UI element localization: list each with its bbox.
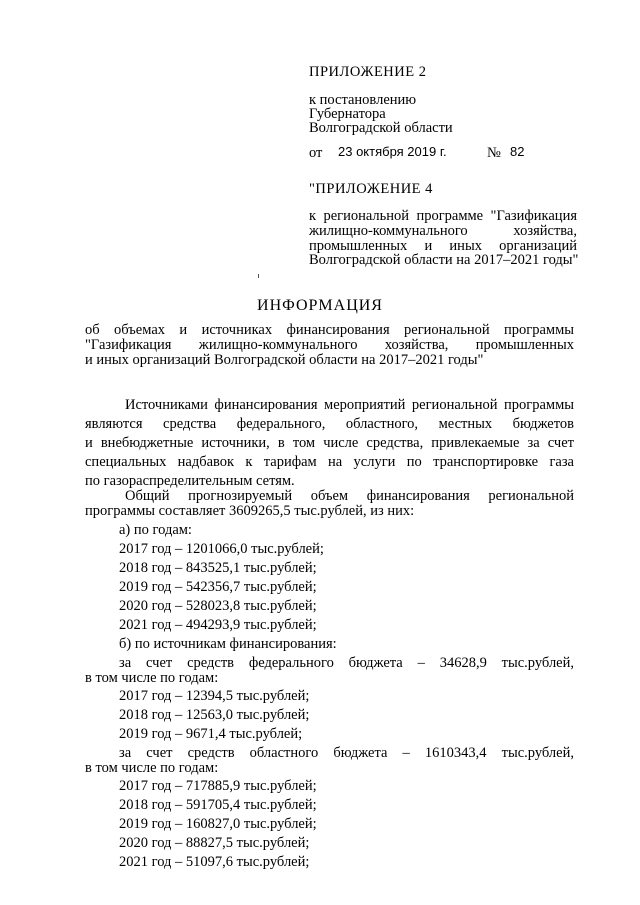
paragraph-2-line-1: Общий прогнозируемый объем финансирования региональной (125, 488, 574, 504)
year-total-item: 2021 год – 494293,9 тыс.рублей; (119, 617, 317, 633)
year-regional-item: 2020 год – 88827,5 тыс.рублей; (119, 835, 310, 851)
paragraph-1-line-2: являются средства федерального, областного, местных бюджетов (85, 416, 574, 432)
federal-by-years-label: в том числе по годам: (85, 670, 219, 686)
year-regional-item: 2019 год – 160827,0 тыс.рублей; (119, 816, 317, 832)
date-prefix: от (309, 145, 323, 161)
paragraph-1-line-5: по газораспределительным сетям. (85, 473, 295, 489)
regional-budget-line: за счет средств областного бюджета – 1610343,4 тыс.рублей, (119, 745, 574, 761)
year-federal-item: 2017 год – 12394,5 тыс.рублей; (119, 688, 310, 704)
document-title: ИНФОРМАЦИЯ (257, 297, 383, 314)
date-value: 23 октября 2019 г. (338, 144, 447, 159)
scan-mark (258, 274, 259, 278)
program-line-3: промышленных и иных организаций (309, 238, 577, 254)
number-value: 82 (510, 144, 525, 159)
by-sources-label: б) по источникам финансирования: (119, 636, 337, 652)
appendix-2-heading: ПРИЛОЖЕНИЕ 2 (309, 64, 427, 80)
paragraph-2-line-2: программы составляет 3609265,5 тыс.рублей, из них: (85, 503, 415, 519)
program-line-4: Волгоградской области на 2017–2021 годы" (309, 252, 579, 268)
resolution-line-1: к постановлению (309, 92, 417, 108)
subtitle-line-3: и иных организаций Волгоградской области на 2017–2021 годы" (85, 352, 484, 368)
by-years-label: а) по годам: (119, 522, 192, 538)
year-federal-item: 2018 год – 12563,0 тыс.рублей; (119, 707, 310, 723)
year-regional-item: 2017 год – 717885,9 тыс.рублей; (119, 778, 317, 794)
program-line-2: жилищно-коммунального хозяйства, (309, 223, 577, 239)
regional-by-years-label: в том числе по годам: (85, 760, 219, 776)
year-total-item: 2019 год – 542356,7 тыс.рублей; (119, 579, 317, 595)
year-total-item: 2020 год – 528023,8 тыс.рублей; (119, 598, 317, 614)
appendix-4-heading: "ПРИЛОЖЕНИЕ 4 (309, 181, 433, 197)
subtitle-line-2: "Газификация жилищно-коммунального хозяйства, промышленных (85, 337, 574, 353)
paragraph-1-line-3: и внебюджетные источники, в том числе средства, привлекаемые за счет (85, 435, 574, 451)
year-regional-item: 2021 год – 51097,6 тыс.рублей; (119, 854, 310, 870)
year-total-item: 2017 год – 1201066,0 тыс.рублей; (119, 541, 324, 557)
subtitle-line-1: об объемах и источниках финансирования региональной программы (85, 322, 574, 338)
federal-budget-line: за счет средств федерального бюджета – 34628,9 тыс.рублей, (119, 655, 574, 671)
year-total-item: 2018 год – 843525,1 тыс.рублей; (119, 560, 317, 576)
program-line-1: к региональной программе "Газификация (309, 208, 577, 224)
paragraph-1-line-1: Источниками финансирования мероприятий региональной программы (125, 397, 574, 413)
year-regional-item: 2018 год – 591705,4 тыс.рублей; (119, 797, 317, 813)
resolution-line-3: Волгоградской области (309, 120, 453, 136)
number-prefix: № (487, 145, 501, 161)
year-federal-item: 2019 год – 9671,4 тыс.рублей; (119, 726, 303, 742)
resolution-line-2: Губернатора (309, 106, 386, 122)
paragraph-1-line-4: специальных надбавок к тарифам на услуги по транспортировке газа (85, 454, 574, 470)
